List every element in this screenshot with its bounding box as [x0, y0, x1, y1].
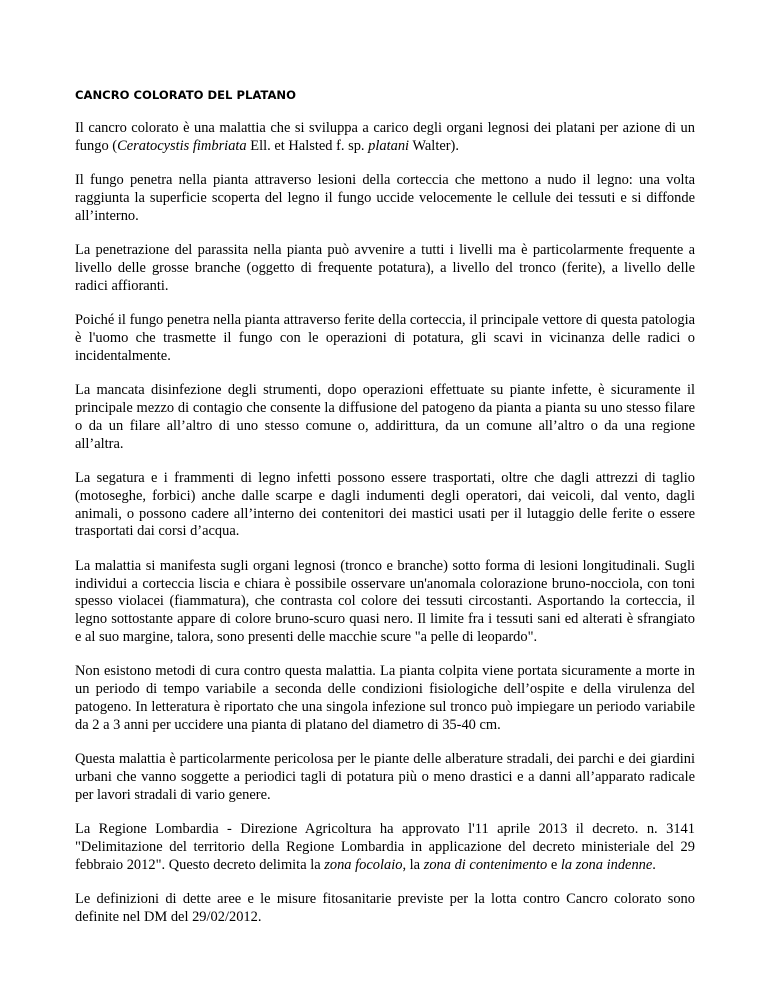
paragraph [75, 382, 695, 453]
italic-text: zona focolaio [324, 856, 403, 873]
paragraph-text: Non esistono metodi di cura contro questa malattia. La pianta colpita viene portata sicuramente a morte in un periodo di tempo variabile a seconda delle condizioni fisiologiche dell’ospite e della virulenza del patogeno. In letteratura è riportato che una singola infezione sul tronco può impiegare un periodo variabile da 2 a 3 anni per uccidere una pianta di platano del diametro di 35-40 cm. [75, 663, 695, 733]
italic-text: platani [368, 137, 410, 154]
paragraph [75, 242, 695, 295]
paragraph-text: La malattia si manifesta sugli organi legnosi (tronco e branche) sotto forma di lesioni longitudinali. Sugli individui a corteccia liscia e chiara è possibile osservare un'anomala colorazione bruno-nocciola, con toni spesso violacei (fiammatura), che contrasta col colore dei tessuti circostanti. Asportando la corteccia, il legno sottostante appare di colore bruno-scuro quasi nero. Il limite fra i tessuti sani ed alterati è sfrangiato e al suo margine, talora, sono presenti delle macchie scure "a pelle di leopardo". [75, 557, 695, 645]
paragraph-text: La Regione Lombardia - Direzione Agricoltura ha approvato l'11 aprile 2013 il decreto. n. 3141 "Delimitazione del territorio della Regione Lombardia in applicazione del decreto ministeriale del 29 febbraio 2012". Questo decreto delimita la [75, 821, 695, 873]
paragraph-text: e [547, 856, 561, 873]
paragraph [75, 558, 695, 647]
italic-text: Ceratocystis fimbriata [117, 137, 247, 154]
paragraph [75, 312, 695, 365]
paragraph-text: La penetrazione del parassita nella pianta può avvenire a tutti i livelli ma è particolarmente frequente a livello delle grosse branche (oggetto di frequente potatura), a livello del tronco (ferite), a livello delle radici affioranti. [75, 242, 695, 294]
paragraph-text: Ell. et Halsted f. sp. [246, 137, 369, 154]
paragraph-text: Il cancro colorato è una malattia che si sviluppa a carico degli organi legnosi dei platani per azione di un fungo ( [75, 120, 695, 154]
paragraph [75, 821, 695, 874]
document-title: CANCRO COLORATO DEL PLATANO [75, 88, 296, 102]
italic-text: la zona indenne [560, 856, 653, 873]
paragraph-text: Walter). [409, 137, 459, 154]
document-page [75, 87, 695, 943]
paragraph [75, 891, 695, 927]
paragraph [75, 663, 695, 734]
paragraph-text: La mancata disinfezione degli strumenti, dopo operazioni effettuate su piante infette, è sicuramente il principale mezzo di contagio che consente la diffusione del patogeno da pianta a pianta su uno stesso filare o da un filare all’altro di uno stesso comune o, addirittura, da un comune all’altro o da una regione all’altra. [75, 382, 695, 452]
paragraph-text: , la [402, 856, 424, 873]
paragraph-text: Poiché il fungo penetra nella pianta attraverso ferite della corteccia, il principale vettore di questa patologia è l'uomo che trasmette il fungo con le operazioni di potatura, gli scavi in vicinanza delle radici o incidentalmente. [75, 312, 695, 364]
paragraph [75, 470, 695, 541]
italic-text: zona di contenimento [423, 856, 548, 873]
paragraph [75, 751, 695, 804]
document-body [75, 120, 695, 927]
paragraph-text: Il fungo penetra nella pianta attraverso lesioni della corteccia che mettono a nudo il legno: una volta raggiunta la superficie scoperta del legno il fungo uccide velocemente le cellule dei tessuti e si diffonde all’interno. [75, 172, 695, 224]
paragraph [75, 120, 695, 156]
paragraph-text: Questa malattia è particolarmente pericolosa per le piante delle alberature stradali, dei parchi e dei giardini urbani che vanno soggette a periodici tagli di potatura più o meno drastici e a danni all’apparato radicale per lavori stradali di vario genere. [75, 751, 695, 803]
paragraph [75, 172, 695, 225]
paragraph-text: . [652, 856, 656, 873]
paragraph-text: La segatura e i frammenti di legno infetti possono essere trasportati, oltre che dagli attrezzi di taglio (motoseghe, forbici) anche dalle scarpe e dagli indumenti degli operatori, dai veicoli, dal vento, dagli animali, o possono cadere all’interno dei contenitori dei mastici usati per il lutaggio delle ferite o essere trasportati dai corsi d’acqua. [75, 469, 695, 540]
paragraph-text: Le definizioni di dette aree e le misure fitosanitarie previste per la lotta contro Cancro colorato sono definite nel DM del 29/02/2012. [75, 891, 695, 925]
